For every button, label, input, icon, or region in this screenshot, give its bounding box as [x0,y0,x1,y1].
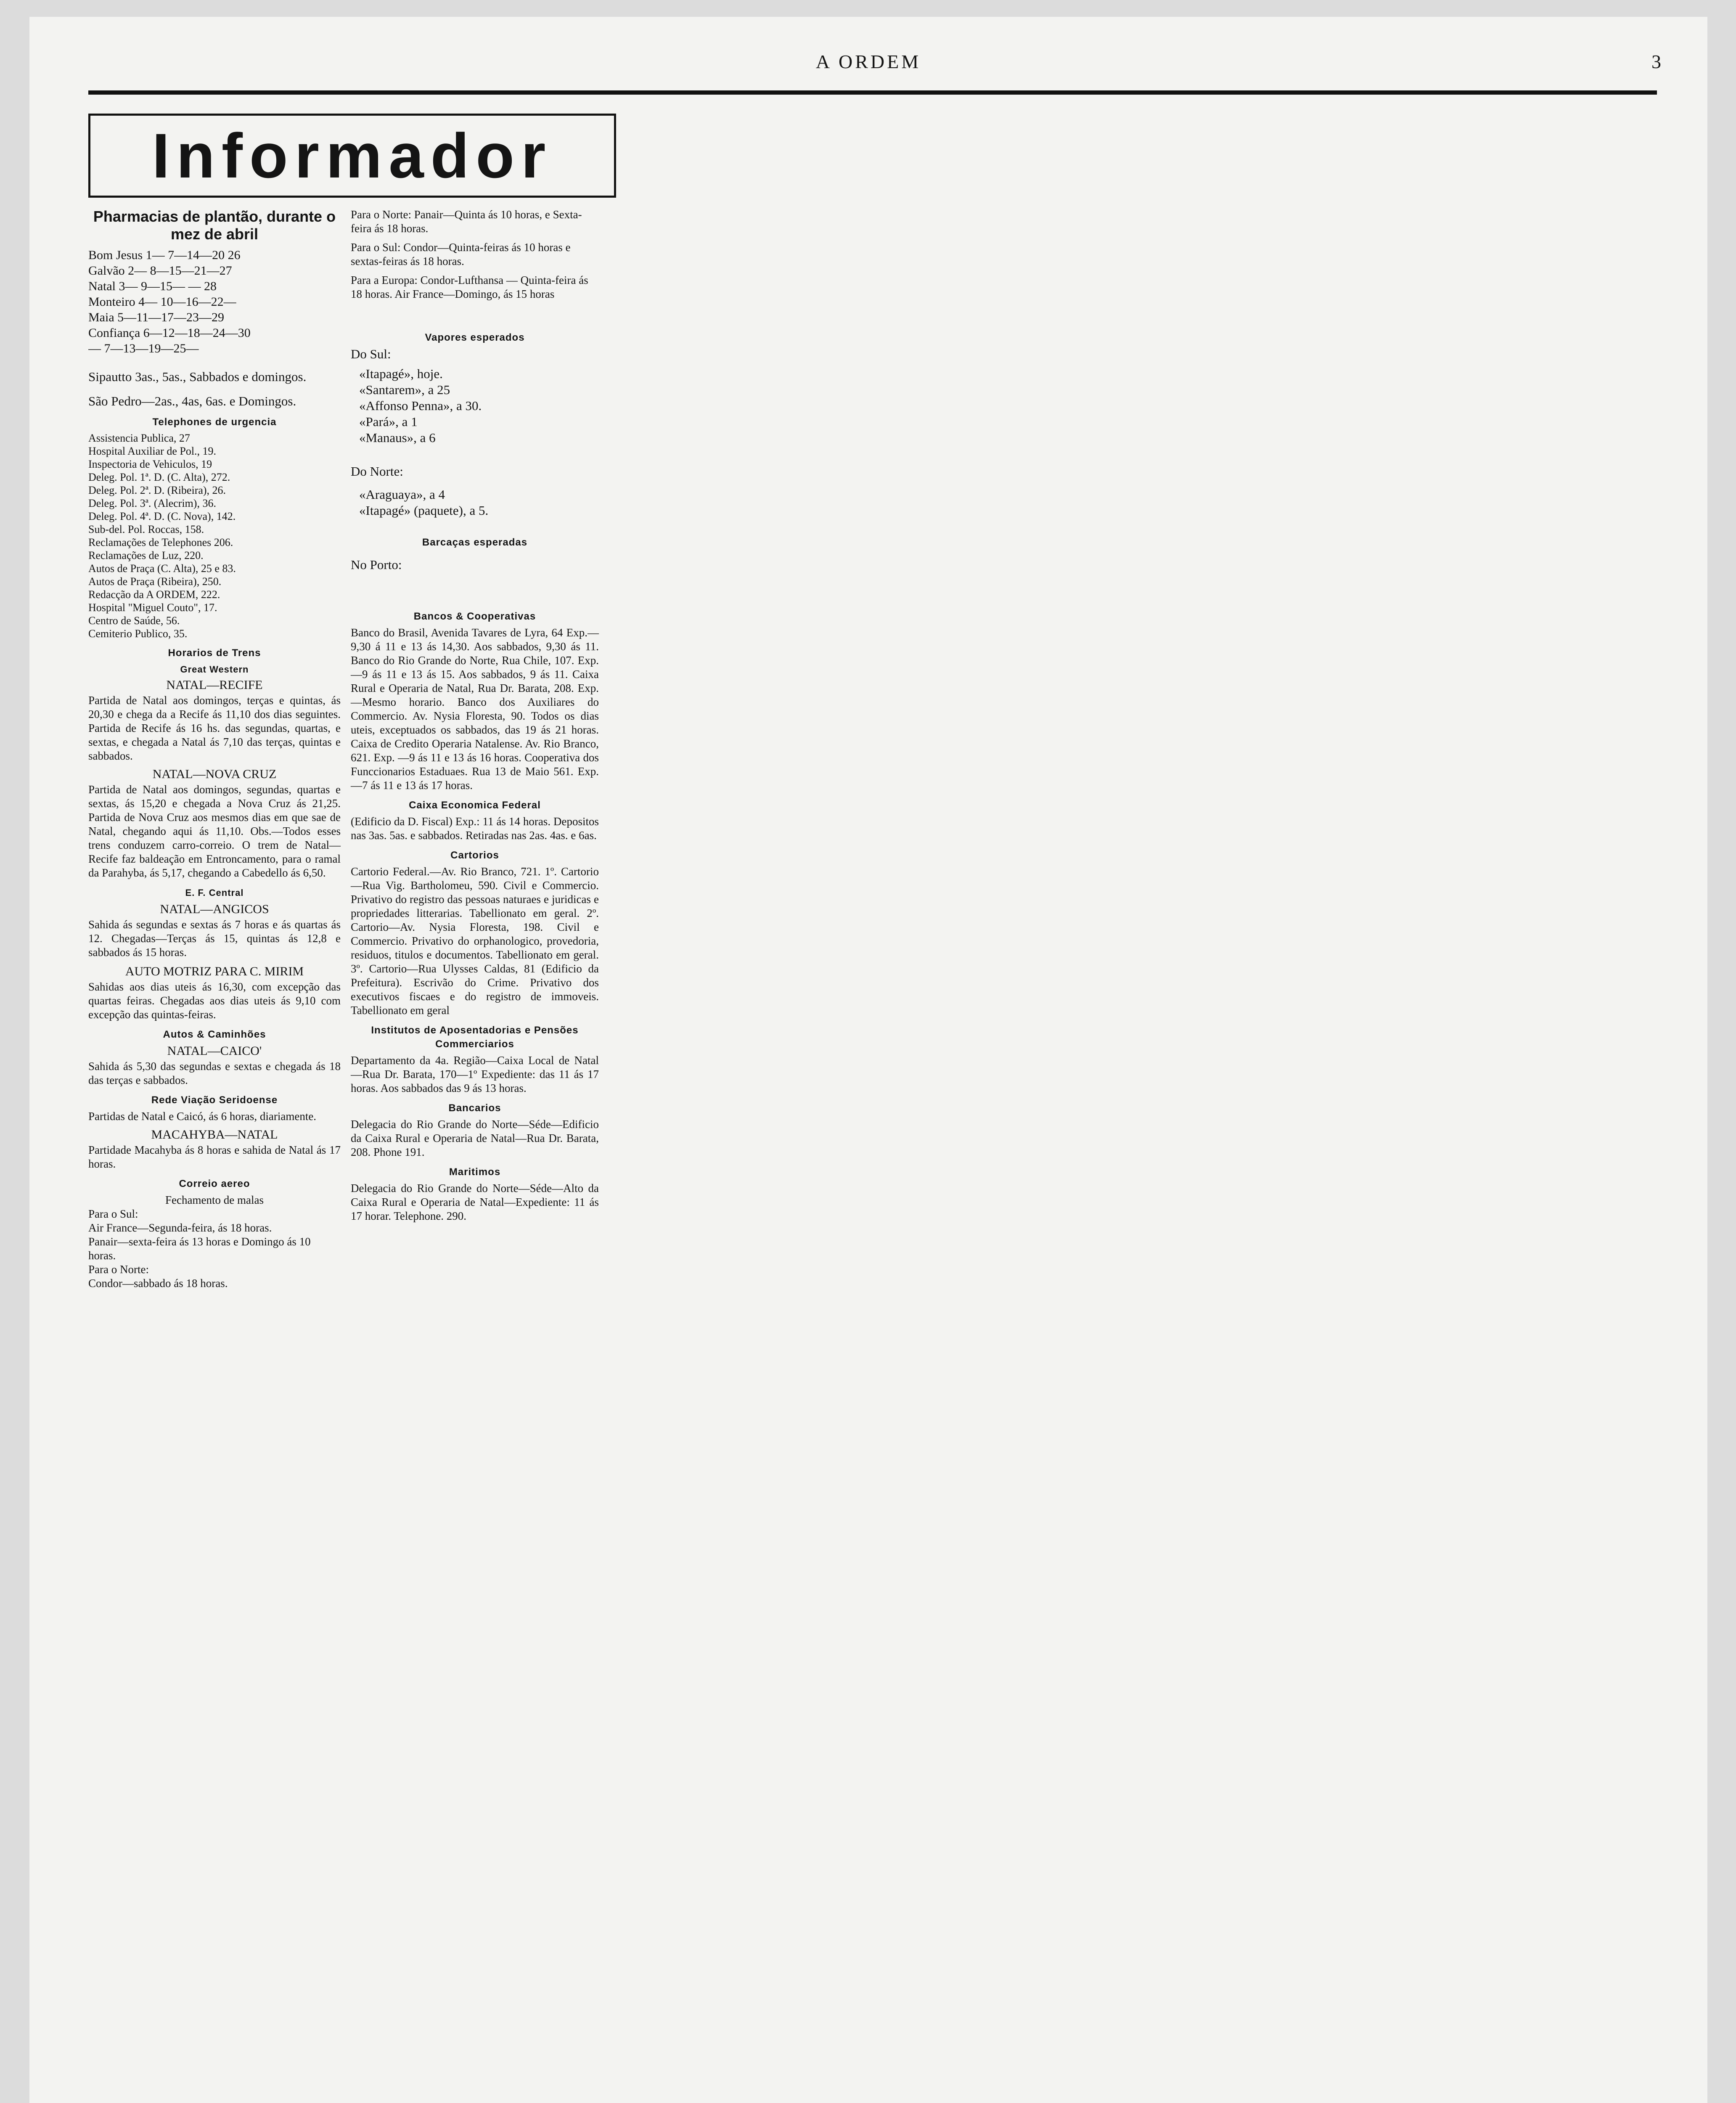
vapores-sul-list [359,366,599,446]
natal-caico-text: Sahida ás 5,30 das segundas e sextas e chegada ás 18 das terças e sabbados. [88,1060,341,1086]
plantao-row: Monteiro 4— 10—16—22— [88,295,236,309]
telefones-list [88,432,341,640]
vapor-item: «Araguaya», a 4 [359,487,445,502]
caixa-text: (Edificio da D. Fiscal) Exp.: 11 ás 14 horas. Depositos nas 3as. 5as. e sabbados. Retiradas nas 2as. 4as. e 6as. [351,815,599,842]
plantao-heading: Pharmacias de plantão, durante o mez de abril [93,208,336,243]
vapor-item: «Affonso Penna», a 30. [359,398,482,413]
caminhoes-heading: Autos & Caminhões [163,1029,266,1040]
page-number: 3 [1651,51,1661,72]
informador-right [351,208,599,1290]
plantao-row: Confiança 6—12—18—24—30 [88,326,251,340]
telefone-row: Deleg. Pol. 3ª. (Alecrim), 36. [88,497,216,509]
correio-europa-text: Para a Europa: Condor-Lufthansa — Quinta-feira ás 18 horas. Air France—Domingo, ás 15 horas [351,274,588,300]
telefone-row: Deleg. Pol. 2ª. D. (Ribeira), 26. [88,484,226,496]
correio-row: Air France—Segunda-feira, ás 18 horas. [88,1221,272,1234]
informador-section [88,101,616,2103]
telefone-row: Sub-del. Pol. Roccas, 158. [88,523,204,535]
caixa-heading: Caixa Economica Federal [409,800,541,811]
informador-title: Informador [88,114,616,198]
vapor-item: «Itapagé», hoje. [359,366,443,381]
plantao-list [88,247,341,356]
no-porto-label: No Porto: [351,557,402,572]
correio-row: Panair—sexta-feira ás 13 horas e Domingo ás 10 horas. [88,1235,311,1262]
trens-heading: Horarios de Trens [168,647,261,659]
telefone-row: Hospital "Miguel Couto", 17. [88,601,217,614]
vapor-item: «Pará», a 1 [359,414,418,429]
cartorios-text: Cartorio Federal.—Av. Rio Branco, 721. 1º. Cartorio—Rua Vig. Bartholomeu, 590. Civil e Commercio. Privativo do registro das pessoas naturaes e juridicas e propriedades litterarias. Tabellionato em geral. 2º. Cartorio—Av. Nysia Floresta, 198. Civil e Commercio. Privativo do orphanologico, provedoria, residuos, titulos e documentos. Tabellionato em geral. 3º. Cartorio—Rua Ulysses Caldas, 81 (Edificio da Prefeitura). Escrivão do Crime. Privativo dos executivos fiscaes e do registro de immoveis. Tabellionato em geral [351,865,599,1017]
vapor-item: «Itapagé» (paquete), a 5. [359,503,489,518]
plantao-row: Natal 3— 9—15— — 28 [88,279,217,293]
telefone-row: Hospital Auxiliar de Pol., 19. [88,445,217,457]
auto-motriz-heading: AUTO MOTRIZ PARA C. MIRIM [125,964,304,978]
telefone-row: Reclamações de Luz, 220. [88,549,204,562]
barcacas-heading: Barcaças esperadas [422,537,528,548]
correio-row: Para o Sul: [88,1208,138,1220]
header-rule [88,90,1657,95]
plantao-note: São Pedro—2as., 4as, 6as. e Domingos. [88,394,296,408]
correio-row: Para o Norte: [88,1263,149,1276]
correio-heading: Correio aereo [179,1178,250,1189]
plantao-note: Sipautto 3as., 5as., Sabbados e domingos. [88,369,307,384]
bancos-heading: Bancos & Cooperativas [413,611,536,622]
telefone-row: Reclamações de Telephones 206. [88,536,233,548]
telefone-row: Deleg. Pol. 4ª. D. (C. Nova), 142. [88,510,236,522]
plantao-row: Galvão 2— 8—15—21—27 [88,264,232,278]
correio-row: Condor—sabbado ás 18 horas. [88,1277,228,1290]
telefone-row: Autos de Praça (C. Alta), 25 e 83. [88,562,236,575]
plantao-row: — 7—13—19—25— [88,342,199,355]
natal-nova-cruz-text: Partida de Natal aos domingos, segundas, quartas e sextas, ás 15,20 e chegada a Nova Cruz ás 21,25. Partida de Nova Cruz aos mesmos dias em que sae de Natal, chegando aqui ás 11,10. Obs.—Todos esses trens conduzem carro-correio. O trem de Natal—Recife faz baldeação em Entroncamento, para o ramal da Parahyba, ás 5,17, chegando a Cabedello ás 6,50. [88,783,341,879]
telefone-row: Inspectoria de Vehiculos, 19 [88,458,212,470]
natal-angicos-text: Sahida ás segundas e sextas ás 7 horas e ás quartas ás 12. Chegadas—Terças ás 15, quintas ás 12,8 e sabbados ás 15 horas. [88,918,341,959]
vapor-item: «Santarem», a 25 [359,382,450,397]
informador-left [88,208,341,1290]
efc-heading: E. F. Central [185,887,244,898]
bancarios-text: Delegacia do Rio Grande do Norte—Séde—Edificio da Caixa Rural e Operaria de Natal—Rua Dr. Barata, 208. Phone 191. [351,1118,599,1158]
rede-viacao-text: Partidas de Natal e Caicó, ás 6 horas, diariamente. [88,1110,317,1123]
institutos-heading: Institutos de Aposentadorias e Pensões Commerciarios [371,1025,579,1050]
macahyba-text: Partidade Macahyba ás 8 horas e sahida de Natal ás 17 horas. [88,1144,341,1170]
macahyba-heading: MACAHYBA—NATAL [151,1128,278,1142]
do-norte-label: Do Norte: [351,464,403,479]
maritimos-text: Delegacia do Rio Grande do Norte—Séde—Alto da Caixa Rural e Operaria de Natal—Expediente: 11 ás 17 horar. Telephone. 290. [351,1182,599,1222]
auto-motriz-text: Sahidas aos dias uteis ás 16,30, com excepção das quartas feiras. Chegadas aos dias uteis ás 9,10 com excepção das quintas-feiras. [88,980,341,1021]
newspaper-title: A ORDEM [815,51,921,72]
bancos-text: Banco do Brasil, Avenida Tavares de Lyra, 64 Exp.—9,30 á 11 e 13 ás 14,30. Aos sabbados, 9,30 ás 11. Banco do Rio Grande do Norte, Rua Chile, 107. Exp.—9 ás 11 e 13 ás 15. Aos sabbados, 9 ás 11. Caixa Rural e Operaria de Natal, Rua Dr. Barata, 208. Exp.—Mesmo horario. Banco dos Auxiliares do Commercio. Av. Nysia Floresta, 90. Todos os dias uteis, exceptuados os sabbados, das 19 ás 21 horas. Caixa de Credito Operaria Natalense. Av. Rio Branco, 621. Exp. —9 ás 11 e 13 ás 16 horas. Cooperativa dos Funccionarios Estaduaes. Rua 13 de Maio 561. Exp.—7 ás 11 e 13 ás 17 horas. [351,626,599,792]
correio-norte-text: Para o Norte: Panair—Quinta ás 10 horas, e Sexta-feira ás 18 horas. [351,208,582,235]
telefone-row: Redacção da A ORDEM, 222. [88,588,220,601]
plantao-row: Maia 5—11—17—23—29 [88,310,225,324]
institutos-text: Departamento da 4a. Região—Caixa Local de Natal—Rua Dr. Barata, 170—1º Expediente: das 11 ás 17 horas. Aos sabbados das 9 ás 13 horas. [351,1054,599,1094]
natal-nova-cruz-heading: NATAL—NOVA CRUZ [152,767,277,781]
telefone-row: Autos de Praça (Ribeira), 250. [88,575,222,588]
correio-row: Fechamento de malas [165,1194,264,1206]
telefone-row: Centro de Saúde, 56. [88,614,180,627]
vapores-norte-list [359,487,599,519]
vapores-heading: Vapores esperados [425,332,525,343]
great-western-heading: Great Western [180,664,249,675]
do-sul-label: Do Sul: [351,347,391,361]
telefone-row: Cemiterio Publico, 35. [88,628,188,640]
telefones-heading: Telephones de urgencia [152,416,277,428]
natal-angicos-heading: NATAL—ANGICOS [160,902,269,916]
cartorios-heading: Cartorios [450,850,499,861]
maritimos-heading: Maritimos [449,1166,501,1178]
correio-sul-text: Para o Sul: Condor—Quinta-feiras ás 10 horas e sextas-feiras ás 18 horas. [351,241,571,268]
rede-viacao-heading: Rede Viação Seridoense [151,1094,278,1106]
newspaper-page [29,17,1707,2103]
page-header [29,50,1707,76]
plantao-row: Bom Jesus 1— 7—14—20 26 [88,248,241,262]
correio-list [88,1193,341,1290]
natal-recife-text: Partida de Natal aos domingos, terças e quintas, ás 20,30 e chega da a Recife ás 11,10 dos dias seguintes. Partida de Recife ás 16 hs. das segundas, quartas, e sextas, e chegada a Natal ás 7,10 das terças, quintas e sabbados. [88,694,341,762]
telefone-row: Assistencia Publica, 27 [88,432,190,444]
vapor-item: «Manaus», a 6 [359,430,436,445]
telefone-row: Deleg. Pol. 1ª. D. (C. Alta), 272. [88,471,230,483]
natal-caico-heading: NATAL—CAICO' [167,1044,262,1058]
natal-recife-heading: NATAL—RECIFE [166,678,263,692]
bancarios-heading: Bancarios [448,1102,501,1114]
